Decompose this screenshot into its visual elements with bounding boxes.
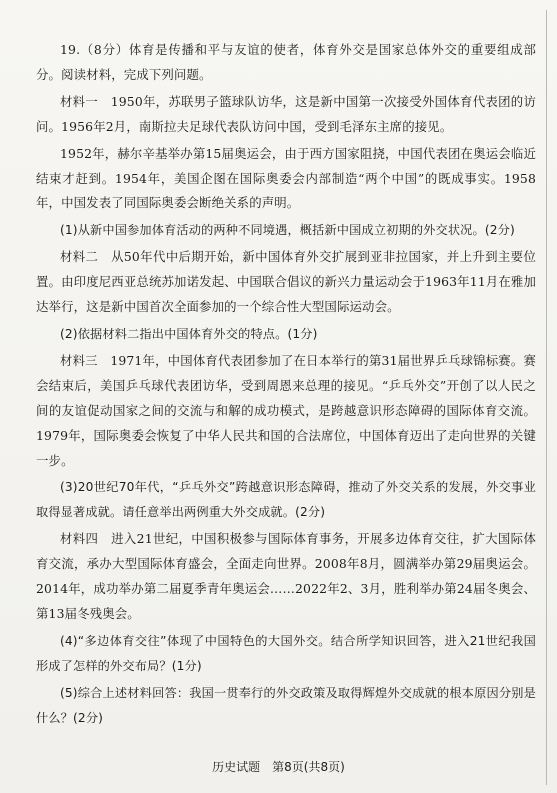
sub-question-1: (1)从新中国参加体育活动的两种不同境遇，概括新中国成立初期的外交状况。(2分) <box>60 223 515 238</box>
material-1-paragraph-1: 材料一 1950年，苏联男子篮球队访华，这是新中国第一次接受外国体育代表团的访问。1956年2月，南斯拉夫足球代表队访问中国，受到毛泽东主席的接见。 <box>36 93 536 134</box>
question-intro: 19.（8分）体育是传播和平与友谊的使者，体育外交是国家总体外交的重要组成部分。阅读材料，完成下列问题。 <box>36 42 536 82</box>
page-edge-line <box>546 10 547 785</box>
sub-question-4: (4)“多边体育交往”体现了中国特色的大国外交。结合所学知识回答，进入21世纪我国形成了怎样的外交布局？(1分) <box>36 633 536 673</box>
material-4: 材料四 进入21世纪，中国积极参与国际体育事务，开展多边体育交往，扩大国际体育交流，承办大型国际体育盛会，全面走向世界。2008年8月，圆满举办第29届奥运会。2014年，成功举办第二届夏季青年奥运会……2022年2、3月，胜利举办第24届冬奥会、第13届冬残奥会。 <box>36 531 536 621</box>
question-19 <box>36 38 536 732</box>
sub-question-2: (2)依据材料二指出中国体育外交的特点。(1分) <box>60 326 318 341</box>
sub-question-5: (5)综合上述材料回答：我国一贯奉行的外交政策及取得辉煌外交成就的根本原因分别是什么？(2分) <box>36 685 536 725</box>
material-2: 材料二 从50年代中后期开始，新中国体育外交扩展到亚非拉国家，并上升到主要位置。由印度尼西亚总统苏加诺发起、中国联合倡议的新兴力量运动会于1963年11月在雅加达举行，这是新中国首次全面参加的一个综合性大型国际运动会。 <box>36 249 536 315</box>
sub-question-3: (3)20世纪70年代，“乒乓外交”跨越意识形态障碍，推动了外交关系的发展，外交事业取得显著成就。请任意举出两例重大外交成就。(2分) <box>36 480 536 520</box>
material-1-paragraph-2: 1952年，赫尔辛基举办第15届奥运会，由于西方国家阻挠，中国代表团在奥运会临近结束才赶到。1954年，美国企图在国际奥委会内部制造“两个中国”的既成事实。1958年，中国发表了同国际奥委会断绝关系的声明。 <box>36 145 536 211</box>
material-3: 材料三 1971年，中国体育代表团参加了在日本举行的第31届世界乒乓球锦标赛。赛会结束后，美国乒乓球代表团访华，受到周恩来总理的接见。“乒乓外交”开创了以人民之间的友谊促动国家之间的交流与和解的成功模式，是跨越意识形态障碍的国际体育交流。1979年，国际奥委会恢复了中华人民共和国的合法席位，中国体育迈出了走向世界的关键一步。 <box>36 352 536 468</box>
page-footer: 历史试题 第8页(共8页) <box>212 760 345 774</box>
